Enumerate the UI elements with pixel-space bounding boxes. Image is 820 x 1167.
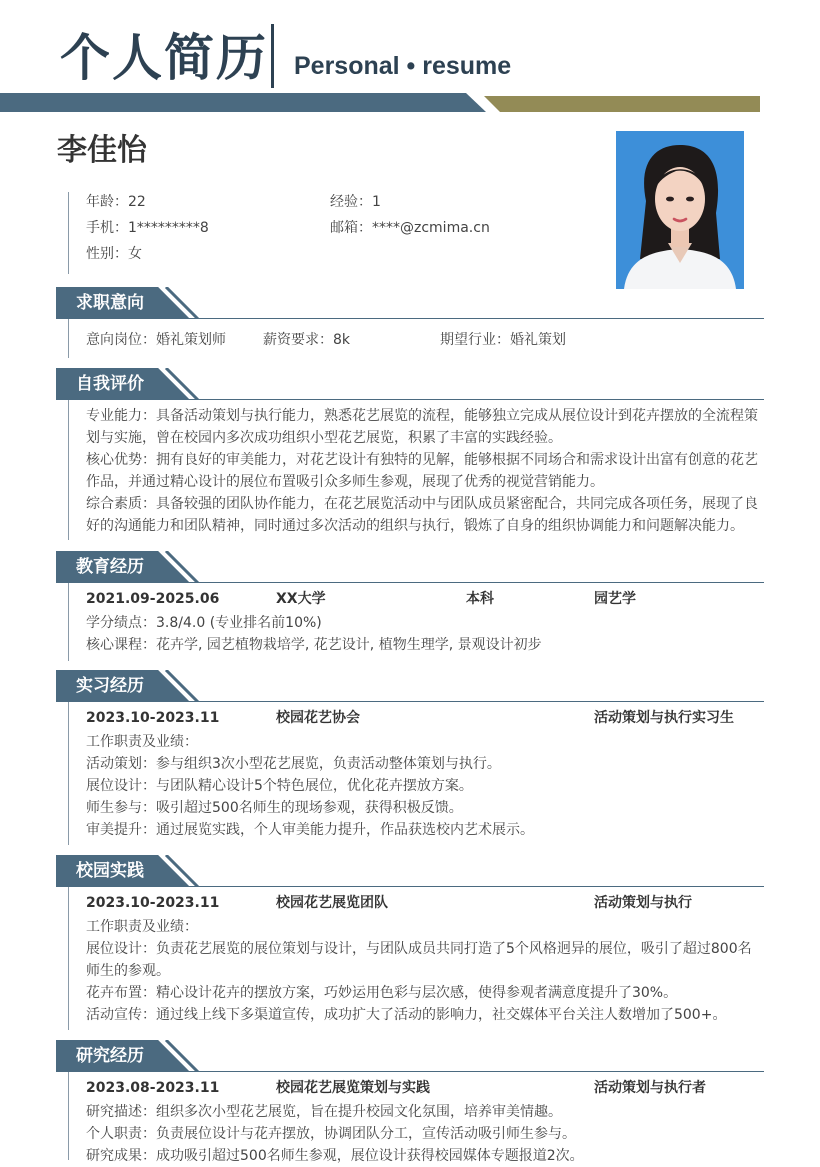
section-title-education: 教育经历 (76, 557, 144, 577)
section-title-internship: 实习经历 (76, 676, 144, 696)
email-value: ****@zcmima.cn (372, 220, 490, 236)
education-gpa: 学分绩点：3.8/4.0 (专业排名前10%) (86, 615, 322, 631)
section-rule (56, 399, 764, 400)
age-row (86, 192, 146, 212)
campus-org: 校园花艺展览团队 (276, 895, 388, 911)
internship-org: 校园花艺协会 (276, 710, 360, 726)
education-degree: 本科 (466, 591, 494, 607)
campus-period: 2023.10-2023.11 (86, 895, 220, 911)
gender-row (86, 244, 142, 264)
campus-line: 活动宣传：通过线上线下多渠道宣传，成功扩大了活动的影响力，社交媒体平台关注人数增加了500+。 (86, 1007, 727, 1023)
email-row (330, 218, 490, 238)
section-rule (56, 582, 764, 583)
section-title-self-eval: 自我评价 (76, 374, 144, 394)
section-vbar (68, 702, 69, 845)
self-eval-paragraph: 核心优势：拥有良好的审美能力，对花艺设计有独特的见解，能够根据不同场合和需求设计出富有创意的花艺作品，并通过精心设计的展位布置吸引众多师生参观，展现了优秀的视觉营销能力。 (86, 452, 758, 490)
section-vbar (68, 887, 69, 1030)
portrait-illustration (616, 131, 744, 289)
section-vbar (68, 400, 69, 540)
section-vbar (68, 1072, 69, 1160)
email-label: 邮箱： (330, 220, 372, 236)
title-divider (271, 24, 274, 88)
campus-body (86, 916, 764, 1026)
internship-line: 师生参与：吸引超过500名师生的现场参观，获得积极反馈。 (86, 800, 463, 816)
section-rule (56, 1071, 764, 1072)
section-title-campus: 校园实践 (76, 861, 144, 881)
gender-label: 性别： (86, 246, 128, 262)
self-eval-paragraph: 专业能力：具备活动策划与执行能力，熟悉花艺展览的流程，能够独立完成从展位设计到花卉摆放的全流程策划与实施，曾在校园内多次成功组织小型花艺展览，积累了丰富的实践经验。 (86, 408, 758, 446)
education-courses: 核心课程：花卉学, 园艺植物栽培学, 花艺设计, 植物生理学, 景观设计初步 (86, 637, 542, 653)
header-band-gold (484, 96, 760, 112)
research-line: 研究描述：组织多次小型花艺展览，旨在提升校园文化氛围，培养审美情趣。 (86, 1104, 562, 1120)
age-value: 22 (128, 194, 146, 210)
campus-line: 展位设计：负责花艺展览的展位策划与设计，与团队成员共同打造了5个风格迥异的展位，吸引了超过800名师生的参观。 (86, 941, 752, 979)
profile-photo (616, 131, 744, 289)
phone-label: 手机： (86, 220, 128, 236)
intent-industry: 期望行业：婚礼策划 (440, 332, 566, 348)
resume-title-en: Personal • resume (294, 52, 512, 80)
experience-label: 经验： (330, 194, 372, 210)
header-band-blue (0, 93, 486, 112)
internship-line: 活动策划：参与组织3次小型花艺展览，负责活动整体策划与执行。 (86, 756, 501, 772)
research-body (86, 1101, 764, 1167)
section-title-research: 研究经历 (76, 1046, 144, 1066)
age-label: 年龄： (86, 194, 128, 210)
campus-line: 工作职责及业绩： (86, 919, 198, 935)
research-role: 活动策划与执行者 (594, 1080, 706, 1096)
self-eval-paragraph: 综合素质：具备较强的团队协作能力，在花艺展览活动中与团队成员紧密配合，共同完成各项任务，展现了良好的沟通能力和团队精神，同时通过多次活动的组织与执行，锻炼了自身的组织协调能力和问题解决能力。 (86, 496, 758, 534)
research-line: 个人职责：负责展位设计与花卉摆放，协调团队分工，宣传活动吸引师生参与。 (86, 1126, 576, 1142)
internship-line: 展位设计：与团队精心设计5个特色展位，优化花卉摆放方案。 (86, 778, 473, 794)
internship-period: 2023.10-2023.11 (86, 710, 220, 726)
phone-value: 1*********8 (128, 220, 209, 236)
intent-salary: 薪资要求：8k (263, 332, 351, 348)
section-rule (56, 886, 764, 887)
section-vbar (68, 583, 69, 661)
internship-body (86, 731, 764, 841)
internship-line: 审美提升：通过展览实践，个人审美能力提升，作品获选校内艺术展示。 (86, 822, 534, 838)
research-project: 校园花艺展览策划与实践 (276, 1080, 430, 1096)
profile-vbar (68, 192, 69, 274)
resume-title-cn: 个人简历 (60, 29, 268, 87)
phone-row (86, 218, 209, 238)
campus-role: 活动策划与执行 (594, 895, 692, 911)
section-vbar (68, 319, 69, 358)
intent-position: 意向岗位：婚礼策划师 (86, 332, 226, 348)
gender-value: 女 (128, 246, 142, 262)
education-major: 园艺学 (594, 591, 636, 607)
internship-line: 工作职责及业绩： (86, 734, 198, 750)
section-rule (56, 318, 764, 319)
internship-role: 活动策划与执行实习生 (594, 710, 734, 726)
section-rule (56, 701, 764, 702)
experience-value: 1 (372, 194, 381, 210)
experience-row (330, 192, 381, 212)
education-school: XX大学 (276, 591, 326, 607)
research-line: 研究成果：成功吸引超过500名师生参观，展位设计获得校园媒体专题报道2次。 (86, 1148, 584, 1164)
education-period: 2021.09-2025.06 (86, 591, 220, 607)
section-title-intent: 求职意向 (76, 293, 144, 313)
campus-line: 花卉布置：精心设计花卉的摆放方案，巧妙运用色彩与层次感，使得参观者满意度提升了30%。 (86, 985, 678, 1001)
self-eval-body (86, 405, 764, 537)
candidate-name: 李佳怡 (57, 133, 147, 168)
research-period: 2023.08-2023.11 (86, 1080, 220, 1096)
